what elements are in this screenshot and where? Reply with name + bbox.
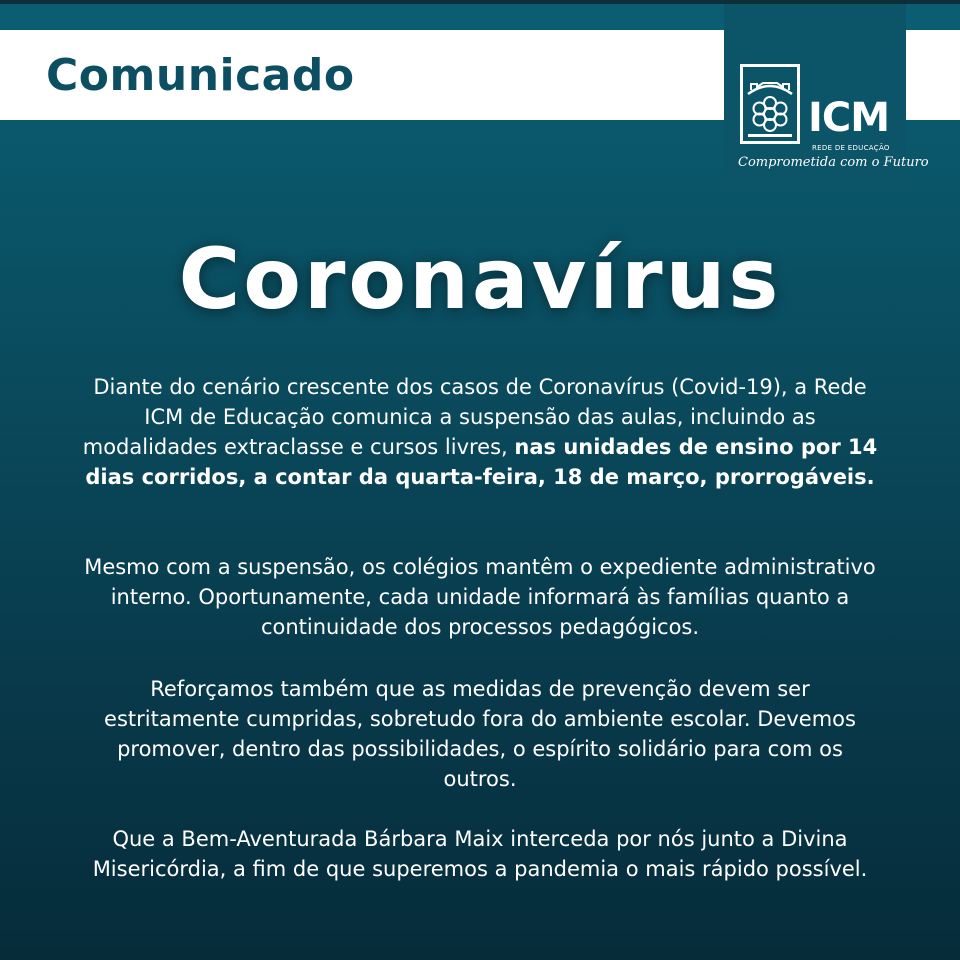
icm-logo-slogan: Comprometida com o Futuro (738, 155, 929, 170)
paragraph-4: Que a Bem-Aventurada Bárbara Maix interceda por nós junto a Divina Misericórdia, a fim de que superemos a pandemia o mais rápido possível. (92, 827, 868, 881)
paragraph-1 (80, 372, 880, 492)
header-title: Comunicado (46, 50, 355, 101)
icm-logo (724, 4, 929, 190)
icm-emblem-icon (740, 64, 800, 144)
icm-logo-name: ICM (808, 95, 890, 141)
paragraph-1-normal: Diante do cenário crescente dos casos de Coronavírus (Covid-19), a Rede ICM de Educação comunica a suspensão das aulas, incluindo as modalidades extraclasse e cursos livres, (82, 375, 867, 459)
main-title: Coronavírus (178, 230, 782, 328)
paragraph-2: Mesmo com a suspensão, os colégios mantêm o expediente administrativo interno. Oportunamente, cada unidade informará às famílias quanto a continuidade dos processos pedagógicos. (84, 555, 876, 639)
icm-logo-subtitle: REDE DE EDUCAÇÃO (812, 144, 890, 152)
paragraph-3: Reforçamos também que as medidas de prevenção devem ser estritamente cumpridas, sobretudo fora do ambiente escolar. Devemos promover, dentro das possibilidades, o espírito solidário para com os outros. (104, 677, 856, 791)
paragraph-1-bold: nas unidades de ensino por 14 dias corridos, a contar da quarta-feira, 18 de março, prorrogáveis. (85, 435, 878, 489)
